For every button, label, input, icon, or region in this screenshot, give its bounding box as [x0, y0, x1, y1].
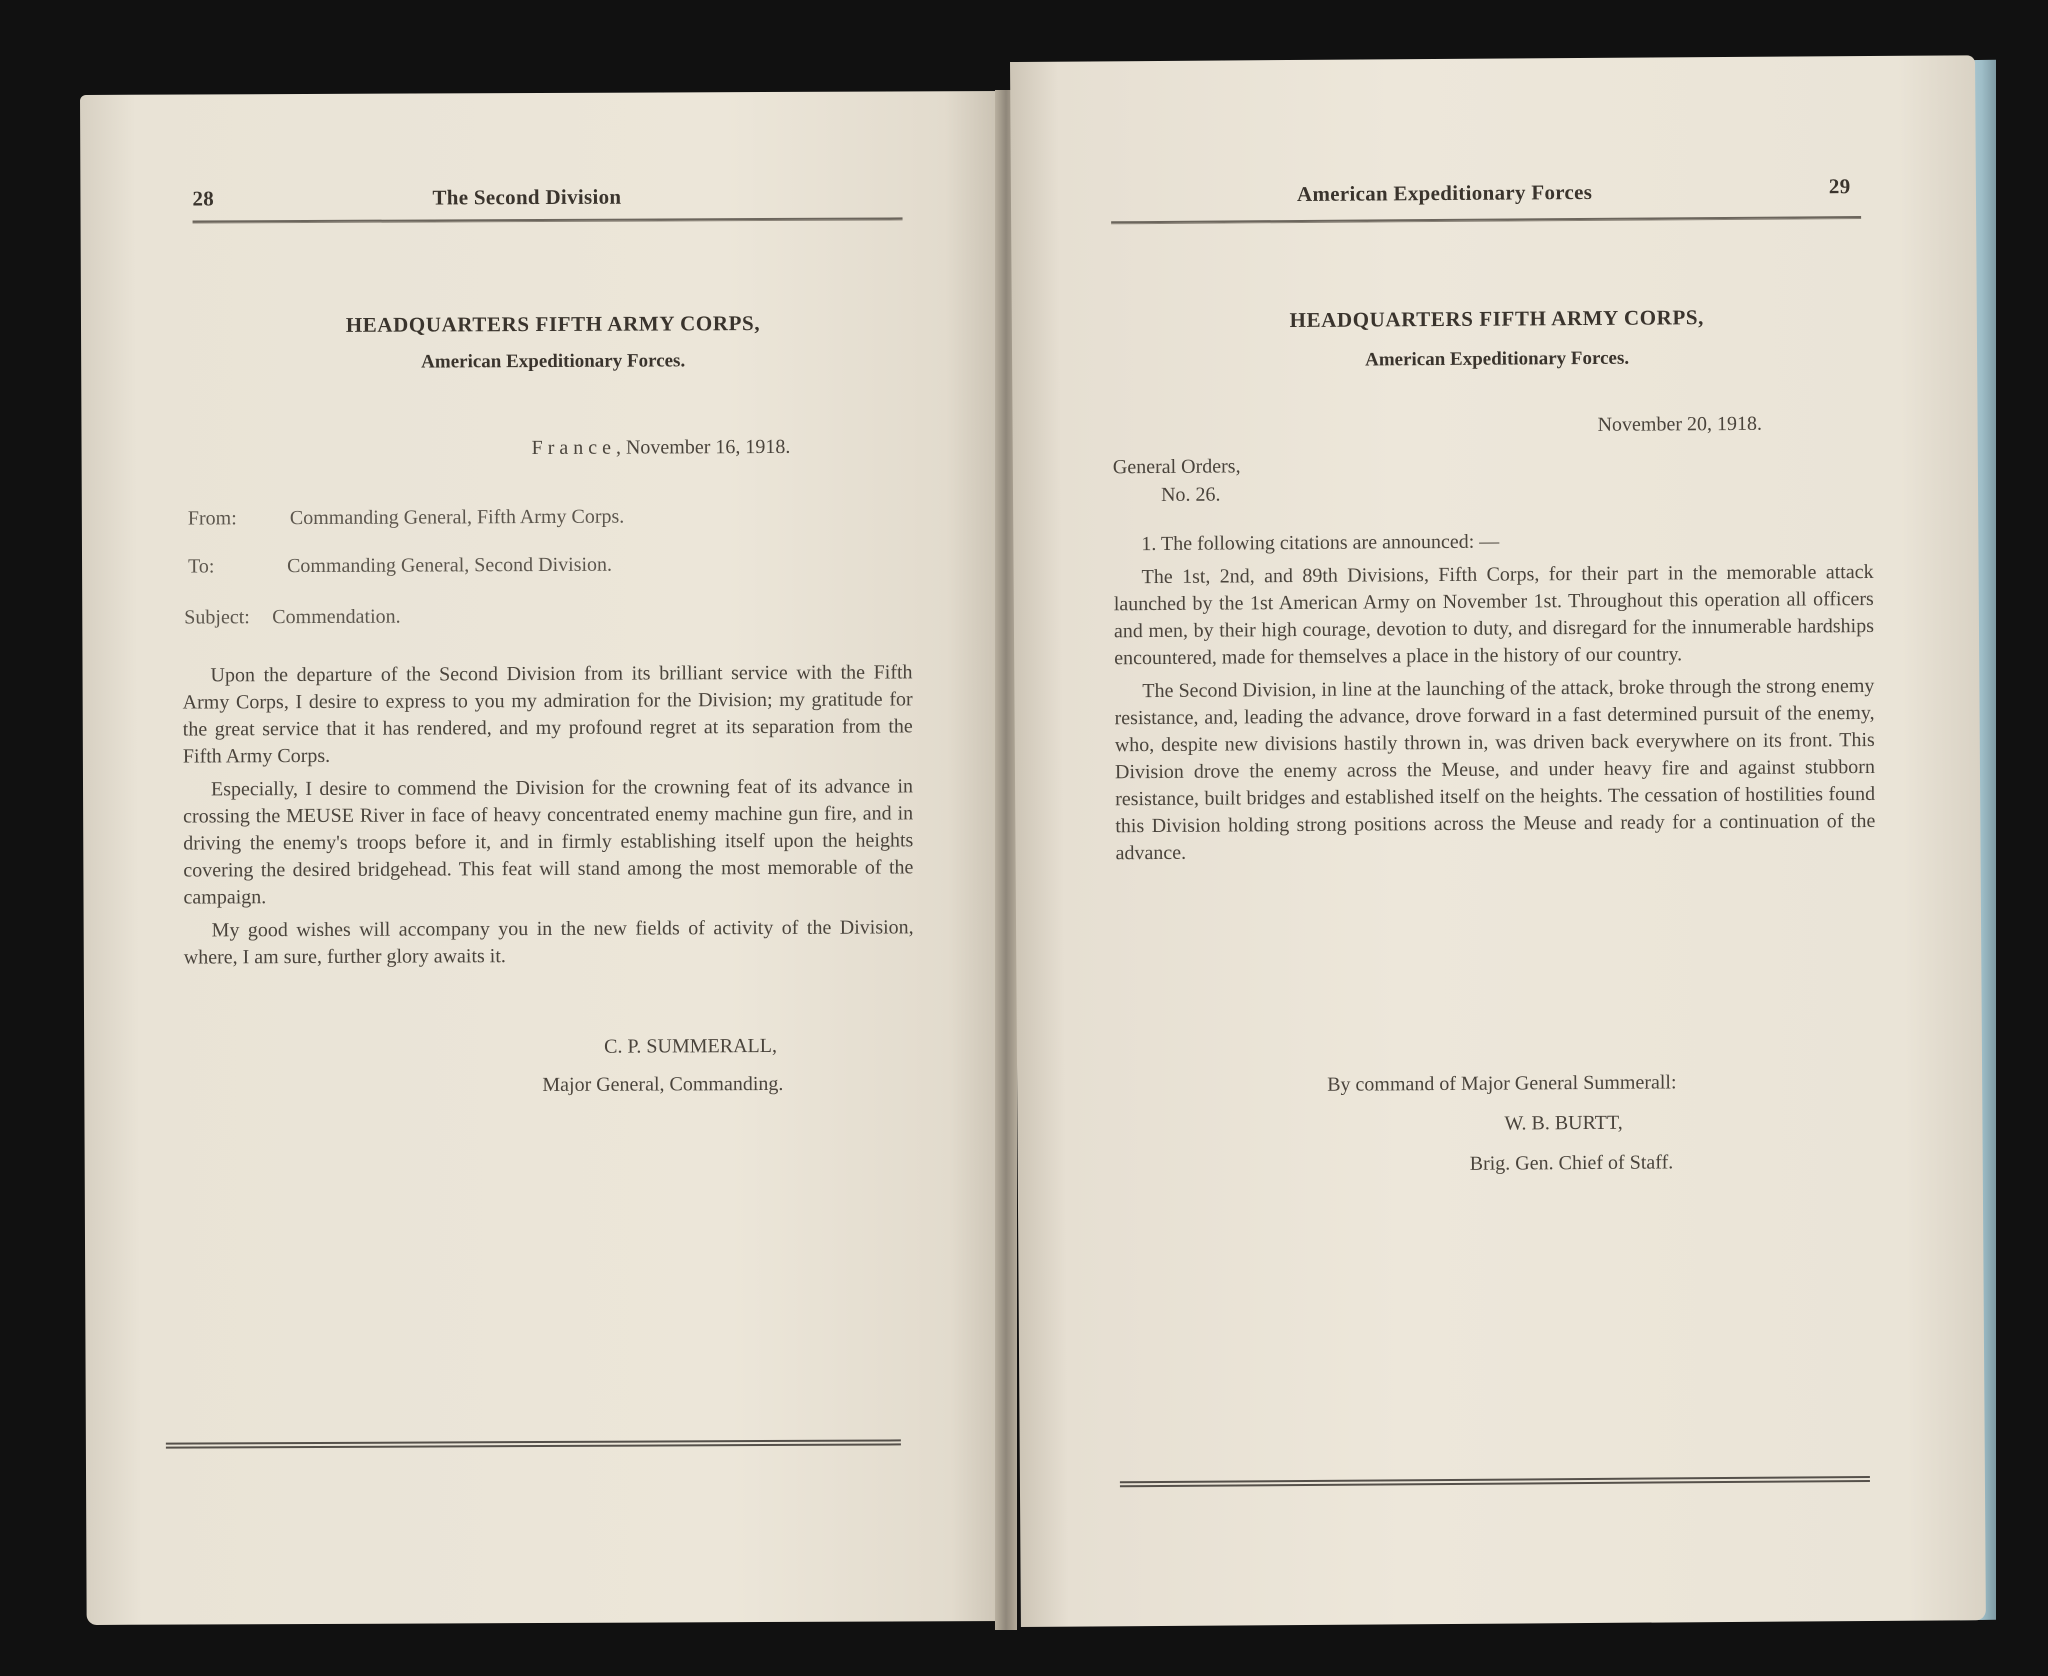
left-header-rule [193, 217, 903, 223]
right-signature-title: Brig. Gen. Chief of Staff. [1469, 1151, 1674, 1175]
order-number: No. 26. [1160, 483, 1221, 506]
left-page-number: 28 [192, 186, 215, 211]
right-running-head: American Expeditionary Forces [1296, 179, 1593, 206]
right-footer-rule [1120, 1476, 1870, 1487]
right-body [1113, 526, 1875, 873]
right-paragraph-2: The Second Division, in line at the launching of the attack, broke through the strong enemy resistance, and, leading the advance, drove forward in a fast determined pursuit of the enemy, who, despite new divisions hastily thrown in, was driven back everywhere on its front. This Division drove the enemy across the Meuse, and under heavy fire and against stubborn resistance, built bridges and established itself on the heights. The cessation of hostilities found this Division holding strong positions across the Meuse and ready for a continuation of the advance. [1114, 674, 1876, 865]
left-signature-name: C. P. SUMMERALL, [604, 1034, 778, 1058]
right-subheading: American Expeditionary Forces. [1365, 347, 1630, 371]
left-paragraph-3: My good wishes will accompany you in the new fields of activity of the Division, where, I am sure, further glory awaits it. [183, 916, 914, 969]
by-command: By command of Major General Summerall: [1327, 1071, 1677, 1096]
from-value: Commanding General, Fifth Army Corps. [289, 505, 625, 530]
left-running-head: The Second Division [432, 184, 622, 210]
right-paragraph-1: The 1st, 2nd, and 89th Divisions, Fifth Corps, for their part in the memorable attack launched by the 1st American Army on November 1st. Throughout this operation all officers and men, by their high courage, devotion to duty, and disregard for the innumerable hardships encountered, made for themselves a place in the history of our country. [1113, 560, 1875, 670]
to-label: To: [188, 555, 215, 578]
to-value: Commanding General, Second Division. [287, 553, 613, 578]
right-page-number: 29 [1828, 174, 1851, 199]
left-heading: HEADQUARTERS FIFTH ARMY CORPS, [345, 311, 761, 337]
right-header-rule [1111, 216, 1861, 224]
left-paragraph-1: Upon the departure of the Second Division from its brilliant service with the Fifth Army Corps, I desire to express to you my admiration for the Division; my gratitude for the great service that it has rendered, and my profound regret at its separation from the Fifth Army Corps. [182, 661, 913, 768]
left-dateline: F r a n c e , November 16, 1918. [531, 435, 791, 460]
subject-value: Commendation. [272, 605, 401, 629]
left-page [80, 91, 1007, 1625]
left-paragraph-2: Especially, I desire to commend the Division for the crowning feat of its advance in crossing the MEUSE River in face of heavy concentrated enemy machine gun fire, and in driving the enemy's troops before it, and in firmly establishing itself upon the heights covering the desired bridgehead. This feat will stand among the most memorable of the campaign. [183, 775, 914, 909]
citations-intro: 1. The following citations are announced: — [1141, 530, 1500, 556]
left-signature-title: Major General, Commanding. [542, 1072, 784, 1096]
subject-label: Subject: [184, 606, 250, 629]
general-orders: General Orders, [1112, 455, 1241, 479]
right-dateline: November 20, 1918. [1597, 412, 1763, 436]
left-body [182, 659, 913, 977]
from-label: From: [187, 507, 237, 530]
right-heading: HEADQUARTERS FIFTH ARMY CORPS, [1289, 305, 1705, 333]
left-footer-rule [166, 1439, 901, 1448]
left-subheading: American Expeditionary Forces. [421, 350, 686, 373]
right-signature-name: W. B. BURTT, [1504, 1111, 1623, 1135]
right-page [1010, 55, 1986, 1627]
